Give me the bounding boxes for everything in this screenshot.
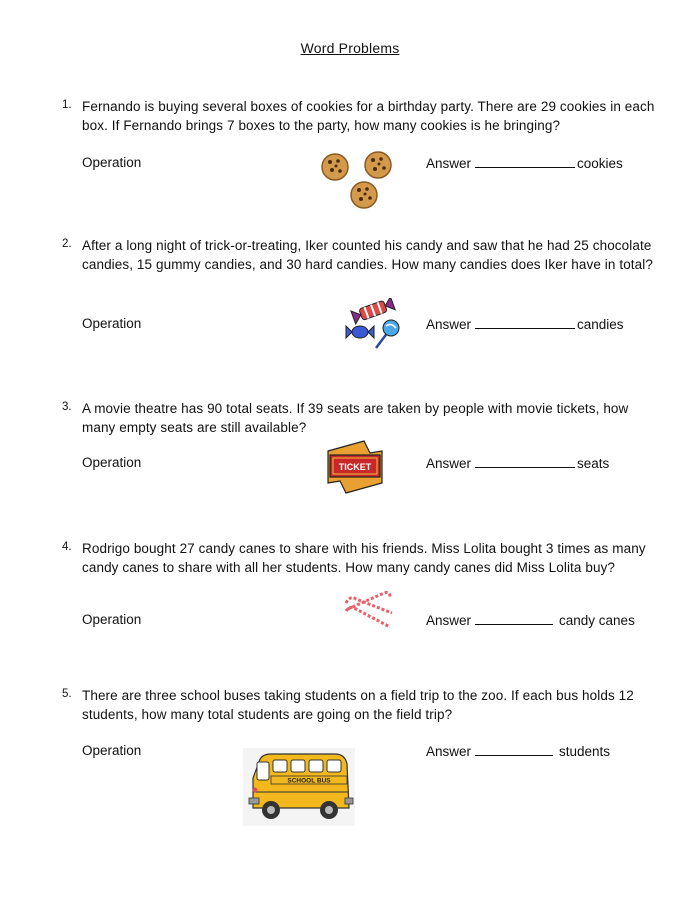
candy-icon bbox=[344, 298, 406, 355]
operation-label: Operation bbox=[82, 612, 142, 627]
problem-question: A movie theatre has 90 total seats. If 39 seats are taken by people with movie tickets, how many empty seats are still available? bbox=[82, 401, 629, 435]
school-bus-icon bbox=[243, 748, 355, 831]
answer-label: Answer bbox=[426, 613, 472, 628]
problem-number: 5. bbox=[62, 688, 72, 700]
svg-text:SCHOOL BUS: SCHOOL BUS bbox=[287, 777, 331, 785]
operation-label: Operation bbox=[82, 316, 142, 331]
problem-number: 2. bbox=[62, 238, 72, 250]
operation-label: Operation bbox=[82, 743, 142, 758]
answer-field bbox=[426, 455, 609, 471]
svg-text:TICKET: TICKET bbox=[338, 462, 372, 472]
page-title: Word Problems bbox=[300, 40, 400, 56]
answer-blank[interactable] bbox=[475, 455, 575, 468]
answer-field bbox=[426, 155, 623, 171]
answer-label: Answer bbox=[426, 744, 472, 759]
answer-blank[interactable] bbox=[475, 612, 553, 625]
answer-unit: students bbox=[559, 744, 611, 759]
problem-question: Fernando is buying several boxes of cookies for a birthday party. There are 29 cookies in each box. If Fernando brings 7 boxes to the party, how many cookies is he bringing? bbox=[82, 99, 655, 133]
problem-question: Rodrigo bought 27 candy canes to share with his friends. Miss Lolita bought 3 times as many candy canes to share with all her students. How many candy canes did Miss Lolita buy? bbox=[82, 541, 646, 575]
answer-unit: candy canes bbox=[559, 613, 635, 628]
problem-number: 4. bbox=[62, 541, 72, 553]
answer-unit: cookies bbox=[577, 156, 623, 171]
answer-field bbox=[426, 743, 610, 759]
candy-canes-icon bbox=[340, 589, 398, 638]
answer-label: Answer bbox=[426, 317, 472, 332]
problem-number: 1. bbox=[62, 99, 72, 111]
ticket-icon bbox=[324, 439, 386, 500]
answer-blank[interactable] bbox=[475, 316, 575, 329]
problem-question: After a long night of trick-or-treating, Iker counted his candy and saw that he had 25 chocolate candies, 15 gummy candies, and 30 hard candies. How many candies does Iker have in total? bbox=[82, 238, 653, 272]
operation-label: Operation bbox=[82, 155, 142, 170]
operation-label: Operation bbox=[82, 455, 142, 470]
cookies-icon bbox=[318, 149, 398, 216]
answer-unit: candies bbox=[577, 317, 624, 332]
problem-number: 3. bbox=[62, 401, 72, 413]
answer-field bbox=[426, 612, 635, 628]
answer-field bbox=[426, 316, 624, 332]
answer-blank[interactable] bbox=[475, 155, 575, 168]
answer-blank[interactable] bbox=[475, 743, 553, 756]
answer-unit: seats bbox=[577, 456, 610, 471]
answer-label: Answer bbox=[426, 156, 472, 171]
problem-question: There are three school buses taking students on a field trip to the zoo. If each bus holds 12 students, how many total students are going on the field trip? bbox=[82, 688, 634, 722]
answer-label: Answer bbox=[426, 456, 472, 471]
